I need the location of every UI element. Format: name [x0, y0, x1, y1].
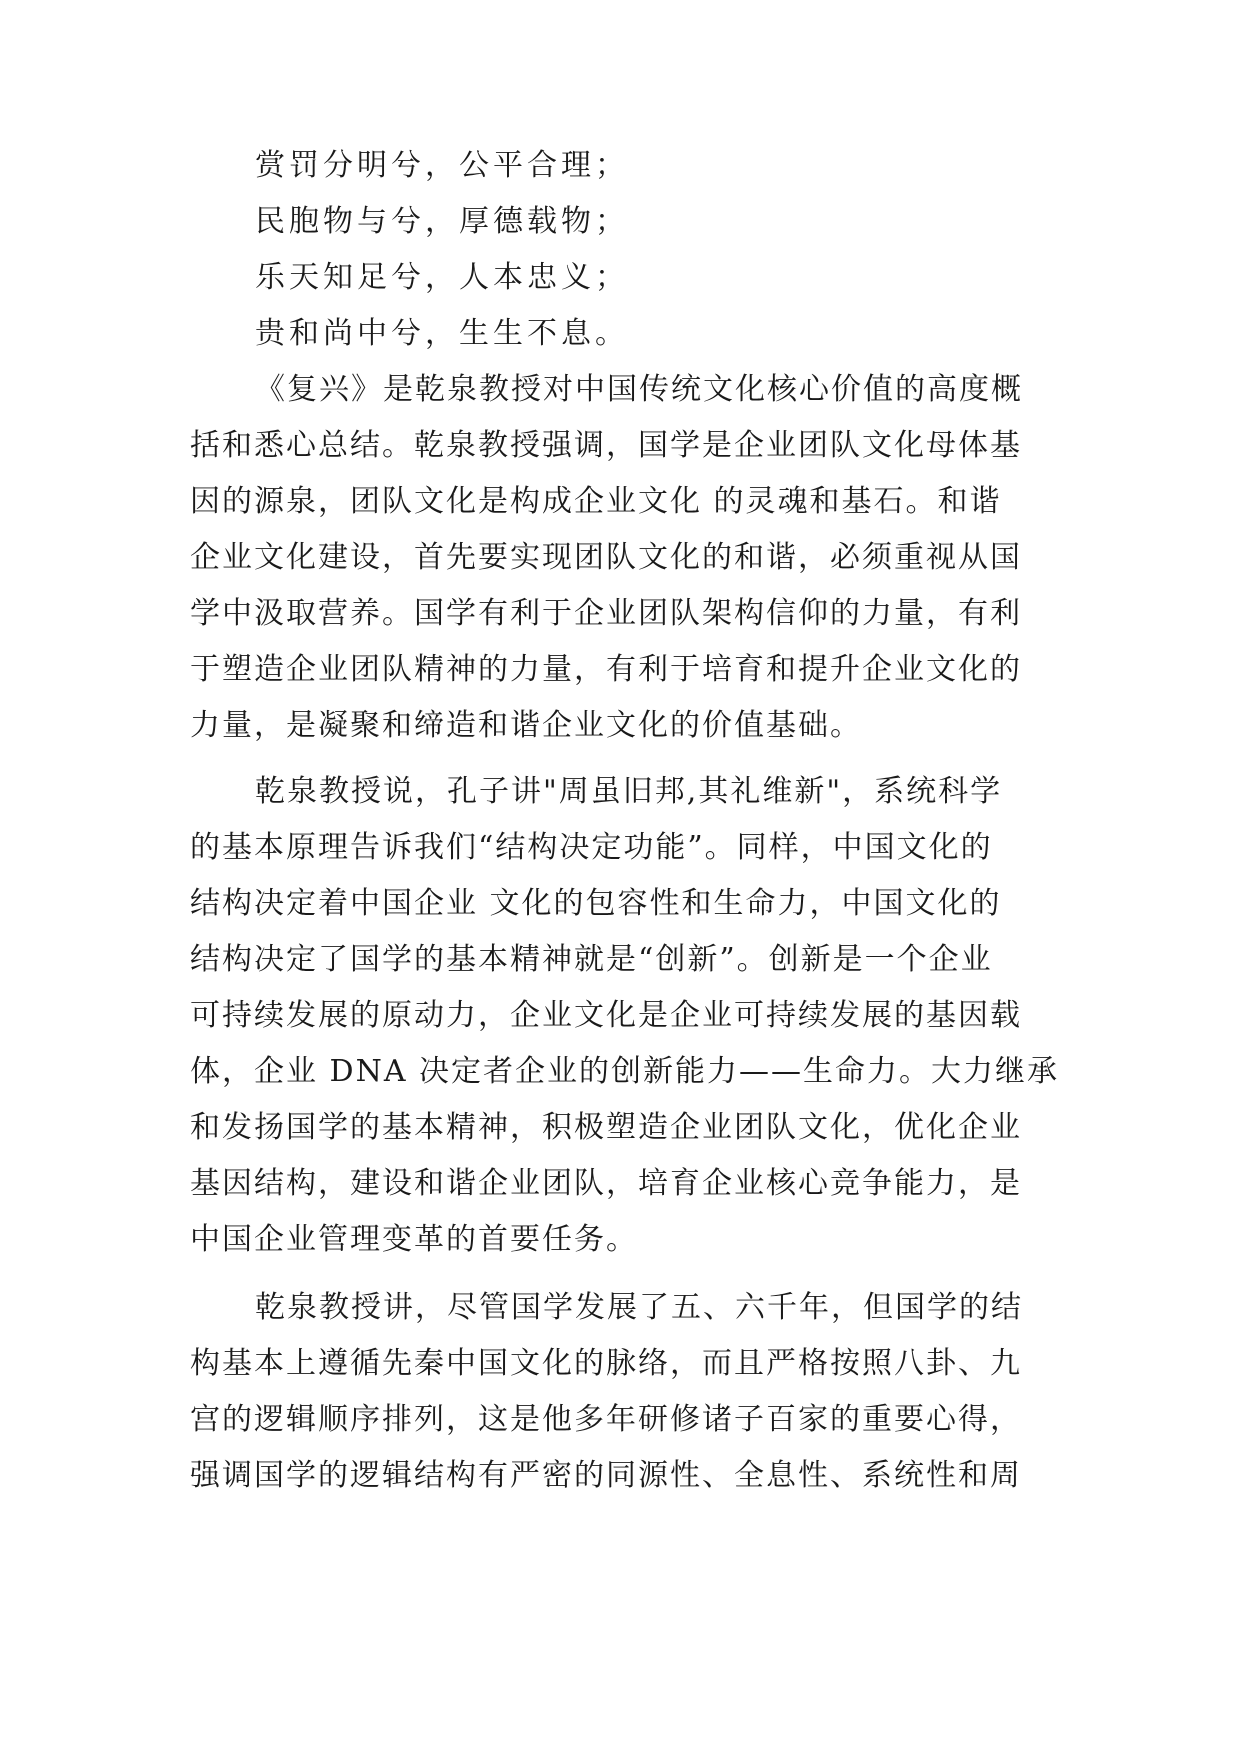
verse-line: 乐天知足兮，人本忠义； — [255, 260, 629, 295]
paragraph-line: 企业文化建设，首先要实现团队文化的和谐，必须重视从国 — [190, 540, 1022, 575]
paragraph-line: 学中汲取营养。国学有利于企业团队架构信仰的力量，有利 — [190, 596, 1022, 631]
paragraph-line: 和发扬国学的基本精神，积极塑造企业团队文化，优化企业 — [190, 1110, 1022, 1145]
verse-line: 贵和尚中兮，生生不息。 — [255, 316, 629, 351]
paragraph-line: 宫的逻辑顺序排列，这是他多年研修诸子百家的重要心得， — [190, 1402, 1022, 1437]
paragraph-line: 于塑造企业团队精神的力量，有利于培育和提升企业文化的 — [190, 652, 1022, 687]
paragraph-line: 中国企业管理变革的首要任务。 — [190, 1222, 638, 1257]
paragraph-line: 结构决定着中国企业 文化的包容性和生命力，中国文化的 — [190, 886, 1002, 921]
paragraph-line: 可持续发展的原动力，企业文化是企业可持续发展的基因载 — [190, 998, 1022, 1033]
verse-line: 赏罚分明兮，公平合理； — [255, 148, 629, 183]
paragraph-line: 乾泉教授讲，尽管国学发展了五、六千年，但国学的结 — [255, 1290, 1023, 1325]
paragraph-line: 乾泉教授说，孔子讲"周虽旧邦,其礼维新"，系统科学 — [255, 774, 1003, 809]
paragraph-line: 的基本原理告诉我们“结构决定功能”。同样，中国文化的 — [190, 830, 993, 865]
paragraph-line: 力量，是凝聚和缔造和谐企业文化的价值基础。 — [190, 708, 862, 743]
paragraph-line: 结构决定了国学的基本精神就是“创新”。创新是一个企业 — [190, 942, 993, 977]
paragraph-line: 强调国学的逻辑结构有严密的同源性、全息性、系统性和周 — [190, 1458, 1022, 1493]
paragraph-line: 因的源泉，团队文化是构成企业文化 的灵魂和基石。和谐 — [190, 484, 1002, 519]
verse-line: 民胞物与兮，厚德载物； — [255, 204, 629, 239]
paragraph-line: 《复兴》是乾泉教授对中国传统文化核心价值的高度概 — [255, 372, 1023, 407]
paragraph-line: 基因结构，建设和谐企业团队，培育企业核心竞争能力，是 — [190, 1166, 1022, 1201]
paragraph-line: 体，企业 DNA 决定者企业的创新能力——生命力。大力继承 — [190, 1054, 1060, 1089]
paragraph-line: 构基本上遵循先秦中国文化的脉络，而且严格按照八卦、九 — [190, 1346, 1022, 1381]
paragraph-line: 括和悉心总结。乾泉教授强调，国学是企业团队文化母体基 — [190, 428, 1022, 463]
